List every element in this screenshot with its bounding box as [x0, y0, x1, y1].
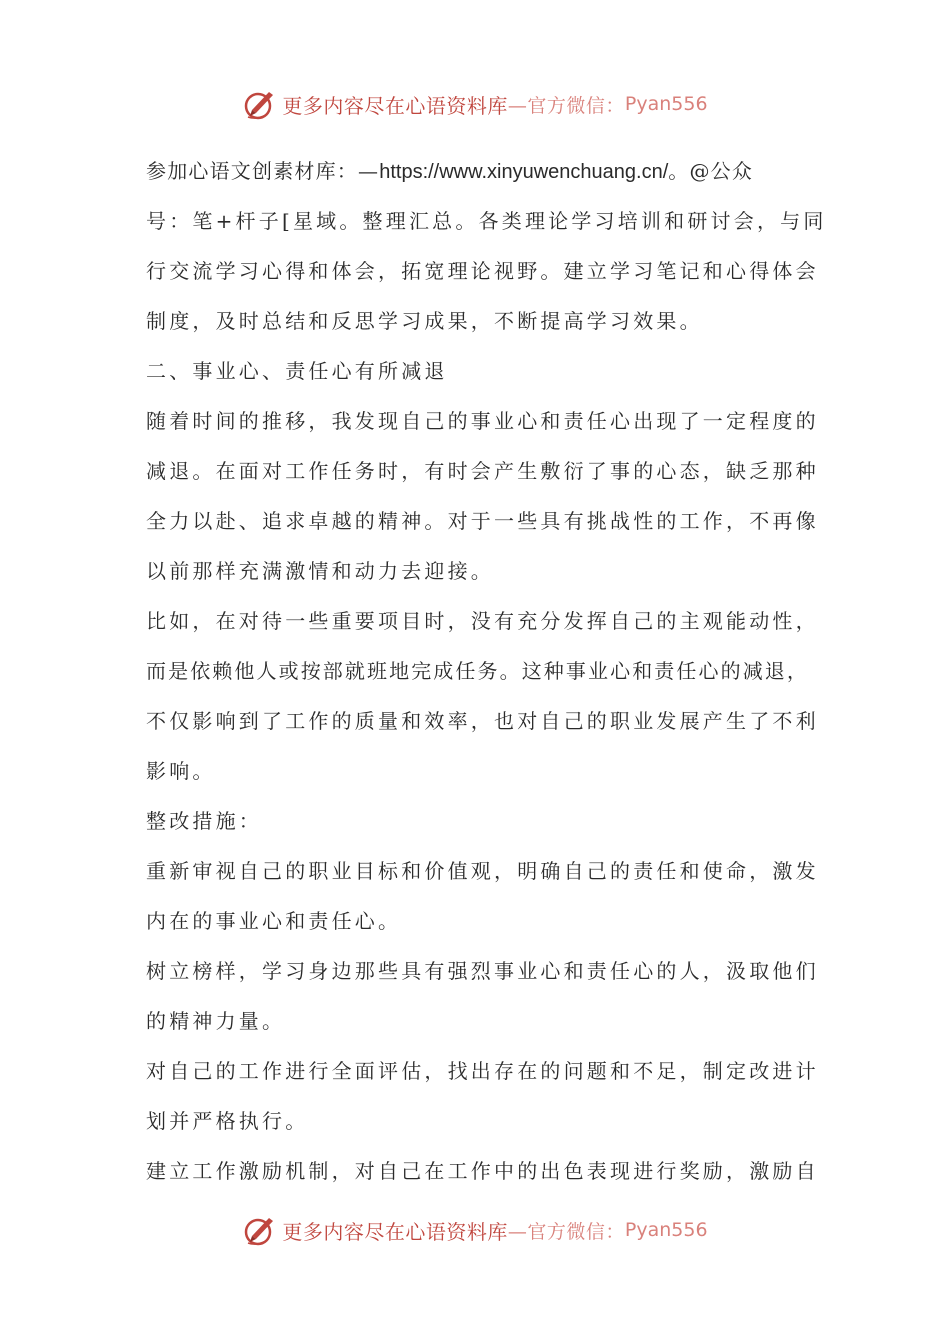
- header-title: 更多内容尽在心语资料库: [282, 93, 508, 118]
- text-line: 内在的事业心和责任心。: [146, 909, 402, 933]
- line1-suffix: 。@公众: [668, 159, 754, 183]
- website-link[interactable]: https://www.xinyuwenchuang.cn/: [379, 161, 669, 183]
- text-line: 对自己的工作进行全面评估，找出存在的问题和不足，制定改进计: [146, 1059, 819, 1083]
- header-watermark: [0, 82, 950, 126]
- text-line: 的精神力量。: [146, 1009, 286, 1033]
- footer-title: 更多内容尽在心语资料库: [282, 1219, 508, 1244]
- text-line: 建立工作激励机制，对自己在工作中的出色表现进行奖励，激励自: [146, 1159, 819, 1183]
- subheading-measures: 整改措施：: [146, 809, 262, 833]
- footer-wechat-id: Pyan556: [624, 1219, 708, 1241]
- document-body: [146, 146, 827, 1196]
- footer-watermark: [0, 1208, 950, 1252]
- line1-prefix: 参加心语文创素材库：—: [146, 159, 380, 183]
- text-line: 划并严格执行。: [146, 1109, 309, 1133]
- pen-logo-icon: [242, 86, 278, 122]
- text-line: 随着时间的推移，我发现自己的事业心和责任心出现了一定程度的: [146, 409, 819, 433]
- text-line: 树立榜样，学习身边那些具有强烈事业心和责任心的人，汲取他们: [146, 959, 819, 983]
- text-line: 号：笔+杆子[星域。整理汇总。各类理论学习培训和研讨会，与同: [146, 209, 827, 233]
- text-line: 以前那样充满激情和动力去迎接。: [146, 559, 494, 583]
- footer-suffix: —官方微信：: [507, 1220, 625, 1243]
- text-line: 全力以赴、追求卓越的精神。对于一些具有挑战性的工作，不再像: [146, 509, 819, 533]
- header-wechat-id: Pyan556: [624, 93, 708, 115]
- text-line: 行交流学习心得和体会，拓宽理论视野。建立学习笔记和心得体会: [146, 259, 819, 283]
- pen-logo-icon: [242, 1212, 278, 1248]
- text-line: 制度，及时总结和反思学习成果，不断提高学习效果。: [146, 309, 703, 333]
- text-line: 减退。在面对工作任务时，有时会产生敷衍了事的心态，缺乏那种: [146, 459, 819, 483]
- header-suffix: —官方微信：: [507, 94, 625, 117]
- text-line: 比如，在对待一些重要项目时，没有充分发挥自己的主观能动性，: [146, 609, 819, 633]
- text-line-1: [146, 146, 816, 196]
- text-line: 而是依赖他人或按部就班地完成任务。这种事业心和责任心的减退，: [146, 659, 809, 683]
- text-line: 影响。: [146, 759, 216, 783]
- section-heading: 二、事业心、责任心有所减退: [146, 359, 448, 383]
- text-line: 重新审视自己的职业目标和价值观，明确自己的责任和使命，激发: [146, 859, 819, 883]
- text-line: 不仅影响到了工作的质量和效率，也对自己的职业发展产生了不利: [146, 709, 819, 733]
